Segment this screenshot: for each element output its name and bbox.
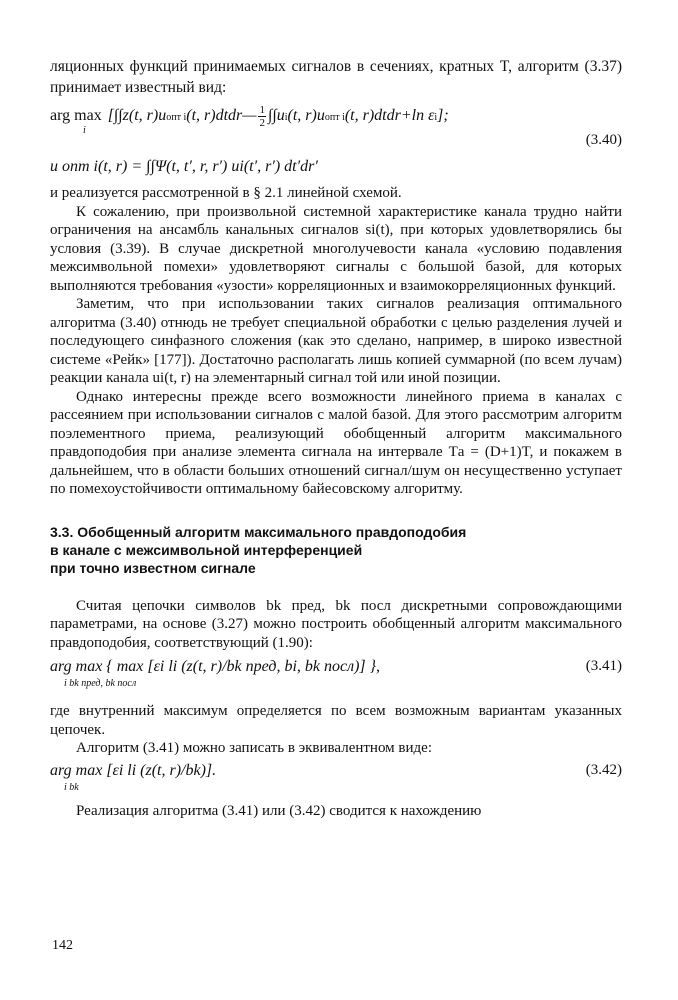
equation-3-40-kernel: u опт i(t, r) = ∫∫Ψ(t, t′, r, r′) ui(t′, r′) dt′dr′ — [50, 158, 318, 175]
equation-number-3-41: (3.41) — [585, 658, 622, 674]
last-paragraph: Реализация алгоритма (3.41) или (3.42) сводится к нахождению — [76, 802, 482, 819]
however-paragraph: Однако интересны прежде всего возможности линейного приема в каналах с рассеянием при использовании сигналов с малой базой. Для этого рассмотрим алгоритм поэлементного приема, реализующий обобщенный алгоритм максимального правдоподобия при анализе элемента сигнала на интервале Tа = (D+1)T, и покажем в дальнейшем, что в области больших отношений сигнал/шум он несущественно уступает по помехоустойчивости оптимальному байесовскому алгоритму. — [50, 388, 622, 497]
equation-number-3-42: (3.42) — [585, 761, 622, 778]
page-content — [50, 56, 622, 820]
intro-paragraph: ляционных функций принимаемых сигналов в сечениях, кратных T, алгоритм (3.37) принимает известный вид: — [50, 58, 622, 96]
section-heading-line-1: 3.3. Обобщенный алгоритм максимального правдоподобия — [50, 523, 467, 540]
section-heading-line-3: при точно известном сигнале — [50, 559, 256, 576]
inner-max-paragraph: где внутренний максимум определяется по всем возможным вариантам указанных цепочек. — [50, 703, 622, 738]
scheme-paragraph: и реализуется рассмотренной в § 2.1 линейной схемой. — [50, 185, 402, 201]
equiv-paragraph: Алгоритм (3.41) можно записать в эквивалентном виде: — [76, 740, 432, 756]
equation-3-41: arg max { max [εi li (z(t, r)/bk пред, bi, bk посл)] }, i bk пред, bk посл (3.41) — [50, 658, 622, 689]
equation-number-3-40: (3.40) — [585, 132, 622, 148]
chains-paragraph: Считая цепочки символов bk пред, bk посл дискретными сопровождающими параметрами, на основе (3.27) можно построить обобщенный алгоритм максимального правдоподобия, соответствующий (1.90): — [50, 597, 622, 651]
equation-3-40: arg max i [∫∫z(t, r)uопт i(t, r)dtdr— $\frac{1}{2}$ ∫∫ui(t, r)uопт i(t, r)dtdr+ln εi]; (3.40) — [50, 104, 622, 148]
section-heading-line-2: в канале с межсимвольной интерференцией — [50, 541, 363, 558]
fraction-one-half: $\frac{1}{2}$ — [259, 104, 265, 129]
regret-paragraph: К сожалению, при произвольной системной характеристике канала трудно найти ограничения на ансамбль канальных сигналов si(t), при которых удовлетворялись бы условия (3.39). В случае дискретной многолучевости канала «условию подавления межсимвольной помехи» удовлетворяют сигналы с большой базой, для которых выполняются требования «узости» корреляционных и взаимокорреляционных функций. — [50, 203, 622, 294]
note-paragraph: Заметим, что при использовании таких сигналов реализация оптимального алгоритма (3.40) отнюдь не требует специальной обработки с целью разделения лучей и последующего синфазного сложения (как это сделано, например, в широко известной системе «Рейк» [177]). Достаточно располагать лишь копией суммарной (по всем лучам) реакции канала ui(t, r) на элементарный сигнал той или иной позиции. — [50, 296, 622, 386]
page-number: 142 — [52, 938, 73, 953]
equation-3-42: arg max [εi li (z(t, r)/bk)]. i bk (3.42) — [50, 761, 622, 793]
